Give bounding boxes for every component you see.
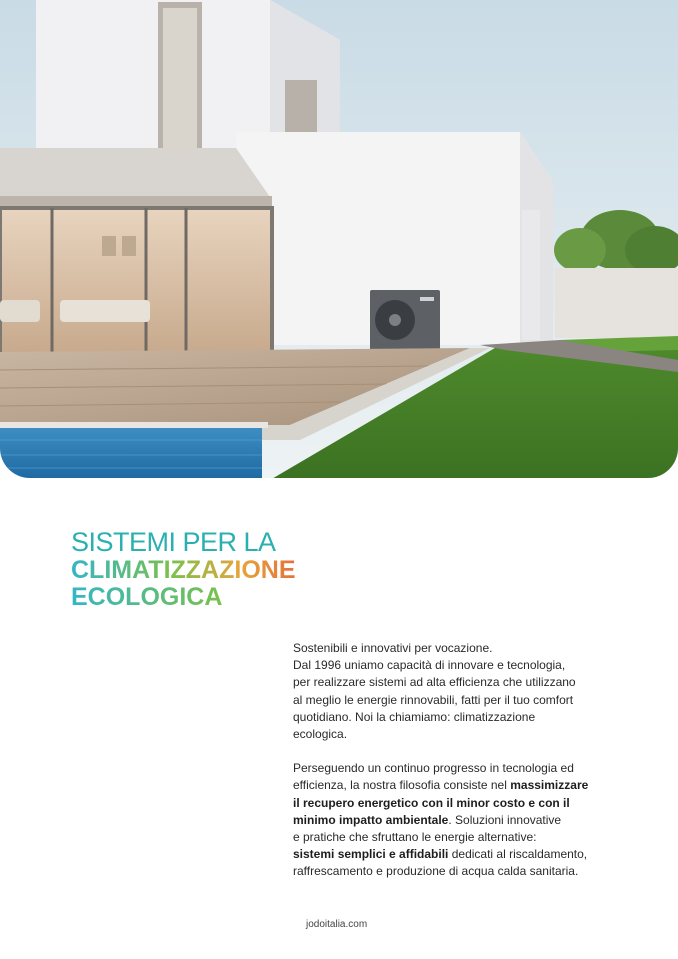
text-emphasis: minimo impatto ambientale <box>293 812 449 827</box>
text-line: per realizzare sistemi ad alta efficienza che utilizzano <box>293 675 576 690</box>
text-emphasis: il recupero energetico con il minor costo e con il <box>293 795 570 810</box>
text-line: efficienza, la nostra filosofia consiste nel <box>293 778 511 793</box>
footer-website: jodoitalia.com <box>306 919 368 930</box>
text-line: Dal 1996 uniamo capacità di innovare e tecnologia, <box>293 658 566 673</box>
section-title <box>71 528 471 611</box>
text-emphasis: sistemi semplici e affidabili <box>293 847 449 862</box>
text-line: Sostenibili e innovativi per vocazione. <box>293 641 493 655</box>
house-illustration <box>0 0 678 478</box>
paragraph-intro <box>293 640 623 743</box>
body-copy <box>293 640 623 881</box>
text-line: e pratiche che sfruttano le energie alternative: <box>293 830 537 845</box>
paragraph-philosophy <box>293 760 623 880</box>
text-line: dedicati al riscaldamento, <box>448 847 588 862</box>
text-emphasis: massimizzare <box>510 778 589 793</box>
title-line-1: SISTEMI PER LA <box>71 527 276 557</box>
title-line-2: CLIMATIZZAZIONE <box>71 556 296 584</box>
text-line: raffrescamento e produzione di acqua calda sanitaria. <box>293 864 579 879</box>
text-line: . Soluzioni innovative <box>448 812 562 827</box>
text-line: Perseguendo un continuo progresso in tecnologia ed <box>293 761 574 776</box>
hero-image <box>0 0 678 478</box>
text-line: quotidiano. Noi la chiamiamo: climatizzazione <box>293 709 536 724</box>
text-line: al meglio le energie rinnovabili, fatti per il tuo comfort <box>293 692 574 707</box>
text-line: ecologica. <box>293 727 348 742</box>
title-line-3: ECOLOGICA <box>71 583 223 611</box>
